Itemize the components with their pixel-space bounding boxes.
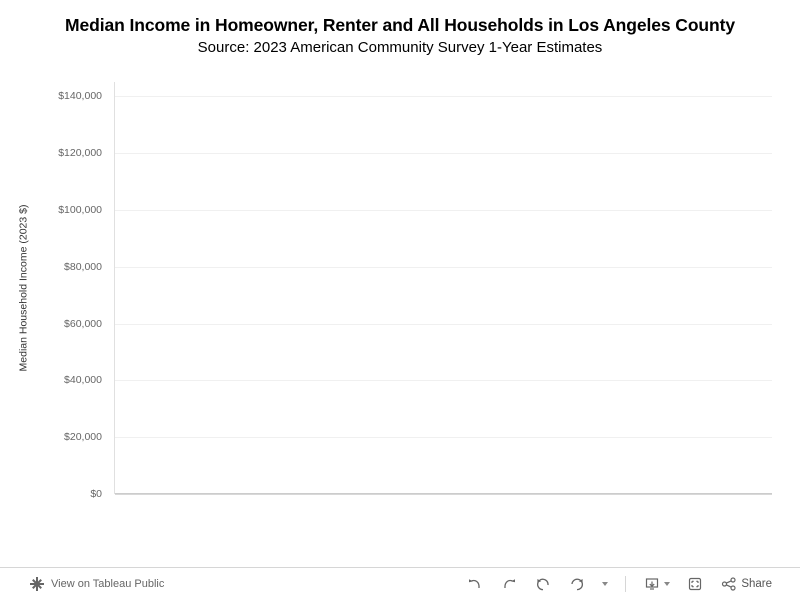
y-axis-tick-label: $20,000: [64, 431, 102, 444]
grid-area: [114, 82, 772, 494]
share-label: Share: [741, 578, 772, 590]
toolbar-divider: [625, 576, 626, 592]
page-title: Median Income in Homeowner, Renter and All Households in Los Angeles County: [65, 15, 735, 35]
gridline: [115, 494, 772, 495]
pause-dropdown-button[interactable]: [594, 571, 616, 597]
tableau-public-link[interactable]: [0, 577, 164, 591]
download-button[interactable]: [635, 571, 678, 597]
chart-subtitle: Source: 2023 American Community Survey 1-Year Estimates: [197, 39, 603, 56]
toolbar-controls: [458, 571, 800, 597]
y-axis-tick-label: $140,000: [58, 90, 102, 103]
title-block: [0, 14, 800, 58]
undo-icon: [466, 576, 484, 592]
download-icon: [643, 576, 661, 592]
refresh-icon: [568, 576, 586, 592]
chevron-down-icon: [602, 582, 608, 586]
revert-button[interactable]: [526, 571, 560, 597]
revert-icon: [534, 576, 552, 592]
y-axis-title: [16, 82, 30, 494]
y-axis-ticks: [34, 82, 108, 500]
redo-button[interactable]: [492, 571, 526, 597]
bar-series: [115, 82, 772, 494]
plot-area: [0, 82, 800, 537]
tableau-logo-icon: [30, 577, 44, 591]
share-button[interactable]: [712, 571, 780, 597]
y-axis-tick-label: $0: [90, 488, 102, 500]
viz-toolbar: [0, 567, 800, 600]
fullscreen-button[interactable]: [678, 571, 712, 597]
view-on-tableau-public-label: View on Tableau Public: [51, 578, 165, 590]
refresh-button[interactable]: [560, 571, 594, 597]
share-icon: [720, 576, 738, 592]
y-axis-tick-label: $100,000: [58, 203, 102, 216]
y-axis-tick-label: $60,000: [64, 317, 102, 330]
chevron-down-icon: [664, 582, 670, 586]
fullscreen-icon: [686, 576, 704, 592]
y-axis-title-label: Median Household Income (2023 $): [17, 204, 29, 372]
y-axis-tick-label: $40,000: [64, 374, 102, 387]
y-axis-tick-label: $80,000: [64, 260, 102, 273]
undo-button[interactable]: [458, 571, 492, 597]
redo-icon: [500, 576, 518, 592]
y-axis-tick-label: $120,000: [58, 147, 102, 160]
